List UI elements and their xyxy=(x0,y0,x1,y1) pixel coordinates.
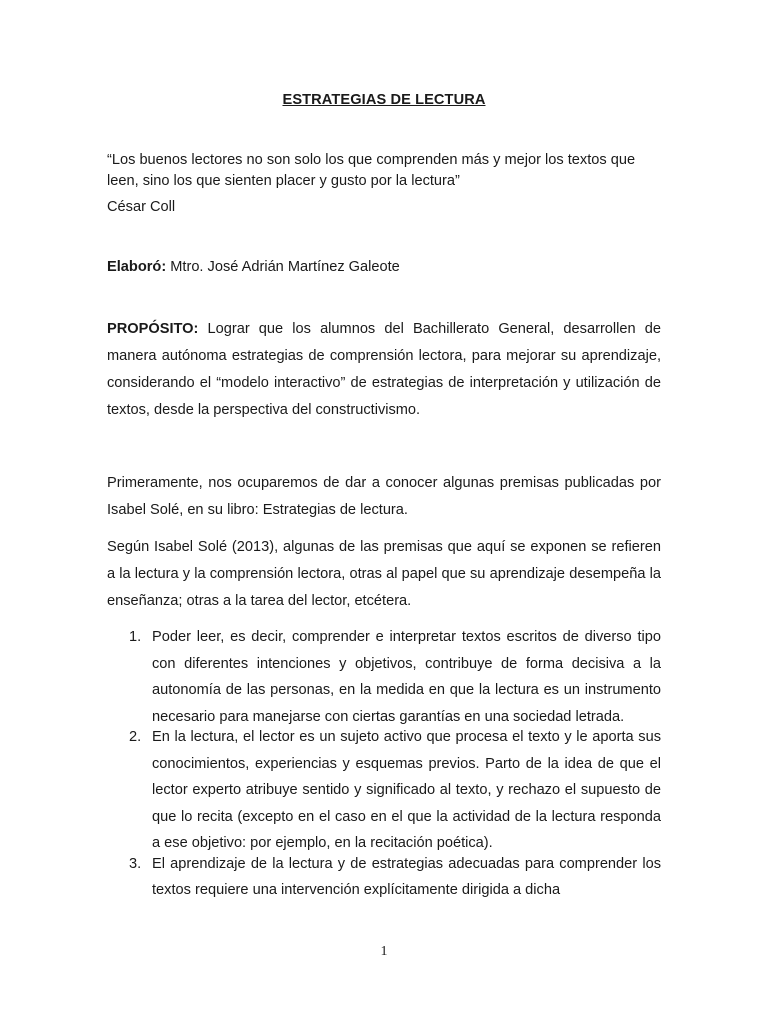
list-item-text: El aprendizaje de la lectura y de estrategias adecuadas para comprender los textos requiere una intervención explícitamente dirigida a dicha xyxy=(152,855,661,898)
body-paragraph: Primeramente, nos ocuparemos de dar a conocer algunas premisas publicadas por Isabel Solé, en su libro: Estrategias de lectura. xyxy=(107,475,661,518)
elaboro-value: Mtro. José Adrián Martínez Galeote xyxy=(166,259,400,275)
proposito-text: Lograr que los alumnos del Bachillerato General, desarrollen de manera autónoma estrategias de comprensión lectora, para mejorar su aprendizaje, considerando el “modelo interactivo” de estrategias de interpretación y utilización de textos, desde la perspectiva del constructivismo. xyxy=(107,321,661,418)
premises-list xyxy=(107,624,661,897)
list-item xyxy=(107,624,661,730)
list-item-text: Poder leer, es decir, comprender e interpretar textos escritos de diverso tipo con diferentes intenciones y objetivos, contribuye de forma decisiva a la autonomía de las personas, en la medida en que la lectura es un instrumento necesario para manejarse con ciertas garantías en una sociedad letrada. xyxy=(152,629,661,725)
list-item-number: 1. xyxy=(129,629,142,645)
elaboro-label: Elaboró: xyxy=(107,259,167,275)
epigraph-author: César Coll xyxy=(107,199,176,215)
list-item-number: 3. xyxy=(129,855,142,872)
list-item xyxy=(107,724,661,857)
body-paragraph: Según Isabel Solé (2013), algunas de las premisas que aquí se exponen se refieren a la lectura y la comprensión lectora, otras al papel que su aprendizaje desempeña la enseñanza; otras a la tarea del lector, etcétera. xyxy=(107,539,661,609)
page-number: 1 xyxy=(380,944,388,959)
epigraph-quote: “Los buenos lectores no son solo los que comprenden más y mejor los textos que leen, sino los que sienten placer y gusto por la lectura” xyxy=(107,152,636,189)
document-title: ESTRATEGIAS DE LECTURA xyxy=(282,92,486,108)
list-item-number: 2. xyxy=(129,729,142,745)
purpose-paragraph xyxy=(107,316,661,424)
proposito-label: PROPÓSITO: xyxy=(107,321,199,337)
list-item xyxy=(107,851,661,903)
list-item-text: En la lectura, el lector es un sujeto activo que procesa el texto y le aporta sus conocimientos, experiencias y esquemas previos. Parto de la idea de que el lector experto atribuye sentido y significado al texto, y rechazo el supuesto de que lo recita (excepto en el caso en el que la actividad de la lectura responda a ese objetivo: por ejemplo, en la recitación poética). xyxy=(152,729,661,851)
author-line xyxy=(107,259,400,275)
